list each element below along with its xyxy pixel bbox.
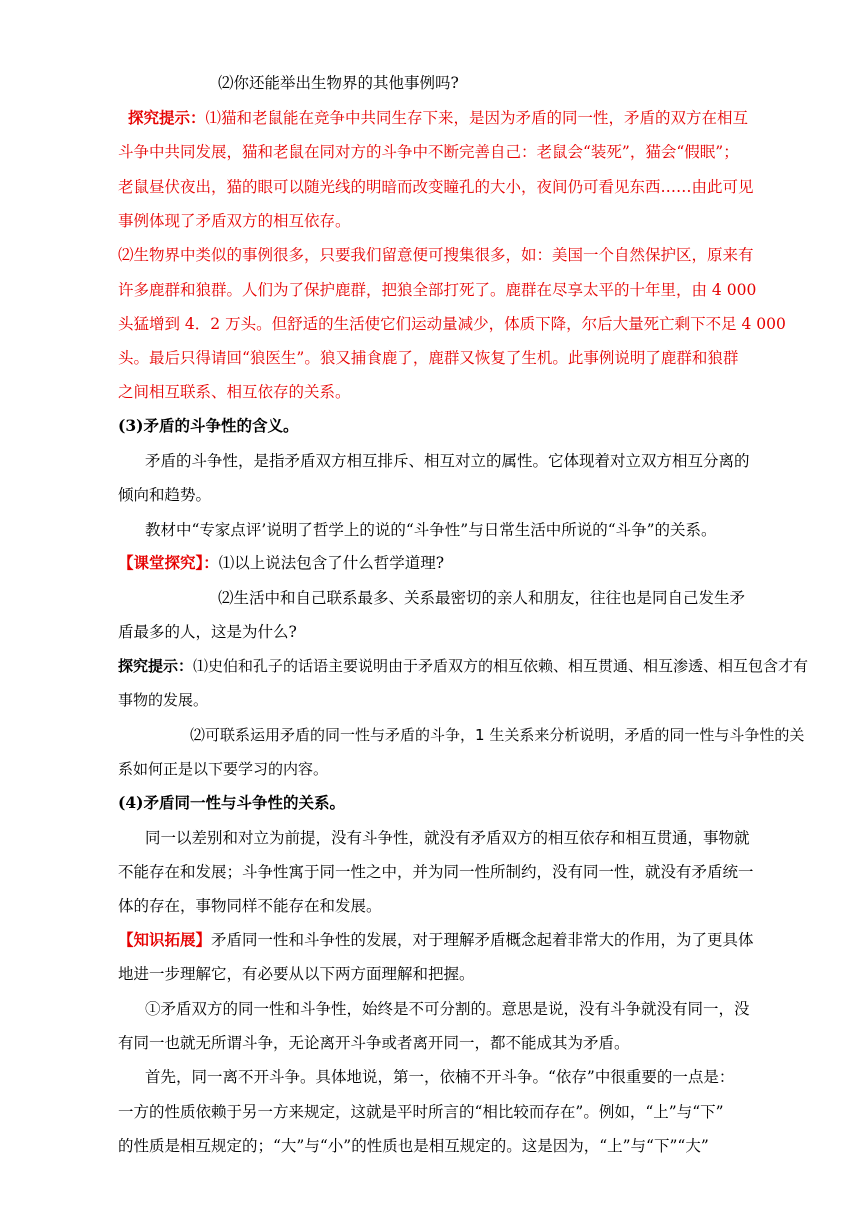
- text: 老鼠昼伏夜出，猫的眼可以随光线的明暗而改变瞳孔的大小，夜间仍可看见东西……由此可见: [118, 178, 754, 196]
- text: 矛盾同一性和斗争性的发展，对于理解矛盾概念起着非常大的作用，为了更具体: [211, 931, 754, 949]
- text: 的性质是相互规定的；“大”与“小”的性质也是相互规定的。这是因为，“上”与“下”“大”: [118, 1137, 709, 1155]
- text: ⑵可联系运用矛盾的同一性与矛盾的斗争，1 生关系来分析说明，矛盾的同一性与斗争性的关: [190, 726, 805, 744]
- text: 事物的发展。: [118, 691, 209, 709]
- text: 倾向和趋势。: [118, 486, 212, 504]
- body-line: [145, 451, 860, 471]
- text: 头。最后只得请回“狼医生”。狼又捕食鹿了，鹿群又恢复了生机。此事例说明了鹿群和狼群: [118, 349, 739, 367]
- expansion-label: 【知识拓展】: [118, 930, 212, 949]
- text: 系如何正是以下要学习的内容。: [118, 760, 329, 778]
- text: ⑵你还能举出生物界的其他事例吗?: [218, 74, 459, 92]
- text: ⑴猫和老鼠能在竞争中共同生存下来，是因为矛盾的同一性，矛盾的双方在相互: [205, 109, 749, 127]
- inquiry-label: 【课堂探究】：: [118, 553, 219, 572]
- text: ⑴史伯和孔子的话语主要说明由于矛盾双方的相互依赖、相互贯通、相互渗透、相互包含才有: [193, 657, 809, 675]
- body-line: [118, 964, 860, 984]
- body-line: [118, 622, 860, 642]
- text: 之间相互联系、相互依存的关系。: [118, 383, 351, 401]
- text: (3)矛盾的斗争性的含义。: [118, 416, 299, 435]
- text: 体的存在，事物同样不能存在和发展。: [118, 897, 382, 915]
- body-line: [145, 999, 860, 1019]
- body-line: [145, 1067, 860, 1087]
- text: 教材中“专家点评’说明了哲学上的说的“斗争性”与日常生活中所说的“斗争”的关系。: [145, 521, 717, 539]
- hint-line: [118, 690, 860, 710]
- hint-line: [118, 280, 860, 300]
- section-heading: [118, 793, 860, 813]
- hint-line: [118, 382, 860, 402]
- classroom-inquiry-line: [118, 553, 860, 573]
- text: ⑵生活中和自己联系最多、关系最密切的亲人和朋友，往往也是同自己发生矛: [218, 589, 746, 607]
- text: 斗争中共同发展，猫和老鼠在同对方的斗争中不断完善自己：老鼠会“装死”，猫会“假眠”；: [118, 143, 739, 161]
- hint-label: 探究提示：: [128, 108, 206, 127]
- section-heading: [118, 416, 860, 436]
- hint-line: [118, 211, 860, 231]
- body-line: [118, 862, 860, 882]
- text: 同一以差别和对立为前提，没有斗争性，就没有矛盾双方的相互依存和相互贯通，事物就: [145, 829, 750, 847]
- hint-line: [118, 142, 860, 162]
- body-line: [118, 485, 860, 505]
- body-line: [145, 520, 860, 540]
- text: 不能存在和发展；斗争性寓于同一性之中，并为同一性所制约，没有同一性，就没有矛盾统一: [118, 863, 754, 881]
- hint-line: [118, 314, 860, 334]
- hint-line: [118, 656, 860, 676]
- text: 事例体现了矛盾双方的相互依存。: [118, 212, 351, 230]
- text: ⑵生物界中类似的事例很多，只要我们留意便可搜集很多，如：美国一个自然保护区，原来有: [118, 246, 754, 264]
- text: (4)矛盾同一性与斗争性的关系。: [118, 793, 345, 812]
- text: 首先，同一离不开斗争。具体地说，第一，依楠不开斗争。“依存”中很重要的一点是：: [145, 1068, 735, 1086]
- text: 盾最多的人，这是为什么?: [118, 623, 297, 641]
- hint-line: [118, 245, 860, 265]
- hint-line: [118, 177, 860, 197]
- text: 有同一也就无所谓斗争，无论离开斗争或者离开同一，都不能成其为矛盾。: [118, 1034, 630, 1052]
- text: ⑴以上说法包含了什么哲学道理?: [218, 554, 445, 572]
- text: 头猛增到 4．2 万头。但舒适的生活使它们运动量减少，体质下降，尔后大量死亡剩下不足 4 000: [118, 315, 786, 333]
- hint-label: 探究提示：: [118, 657, 194, 675]
- text: 矛盾的斗争性，是指矛盾双方相互排斥、相互对立的属性。它体现着对立双方相互分离的: [145, 452, 750, 470]
- knowledge-expansion-line: [118, 930, 860, 950]
- text: ①矛盾双方的同一性和斗争性，始终是不可分割的。意思是说，没有斗争就没有同一，没: [145, 1000, 750, 1018]
- hint-line: [118, 348, 860, 368]
- hint-line: [118, 759, 860, 779]
- hint-line: [128, 108, 860, 128]
- text: 地进一步理解它，有必要从以下两方面理解和把握。: [118, 965, 475, 983]
- question-line: [218, 73, 860, 93]
- hint-line: [190, 725, 860, 745]
- body-line: [118, 1033, 860, 1053]
- body-line: [218, 588, 860, 608]
- text: 一方的性质依赖于另一方来规定，这就是平时所言的“相比较而存在”。例如，“上”与“下”: [118, 1103, 724, 1121]
- body-line: [118, 1102, 860, 1122]
- text: 许多鹿群和狼群。人们为了保护鹿群，把狼全部打死了。鹿群在尽享太平的十年里，由 4 000: [118, 281, 757, 299]
- body-line: [118, 1136, 860, 1156]
- body-line: [145, 828, 860, 848]
- body-line: [118, 896, 860, 916]
